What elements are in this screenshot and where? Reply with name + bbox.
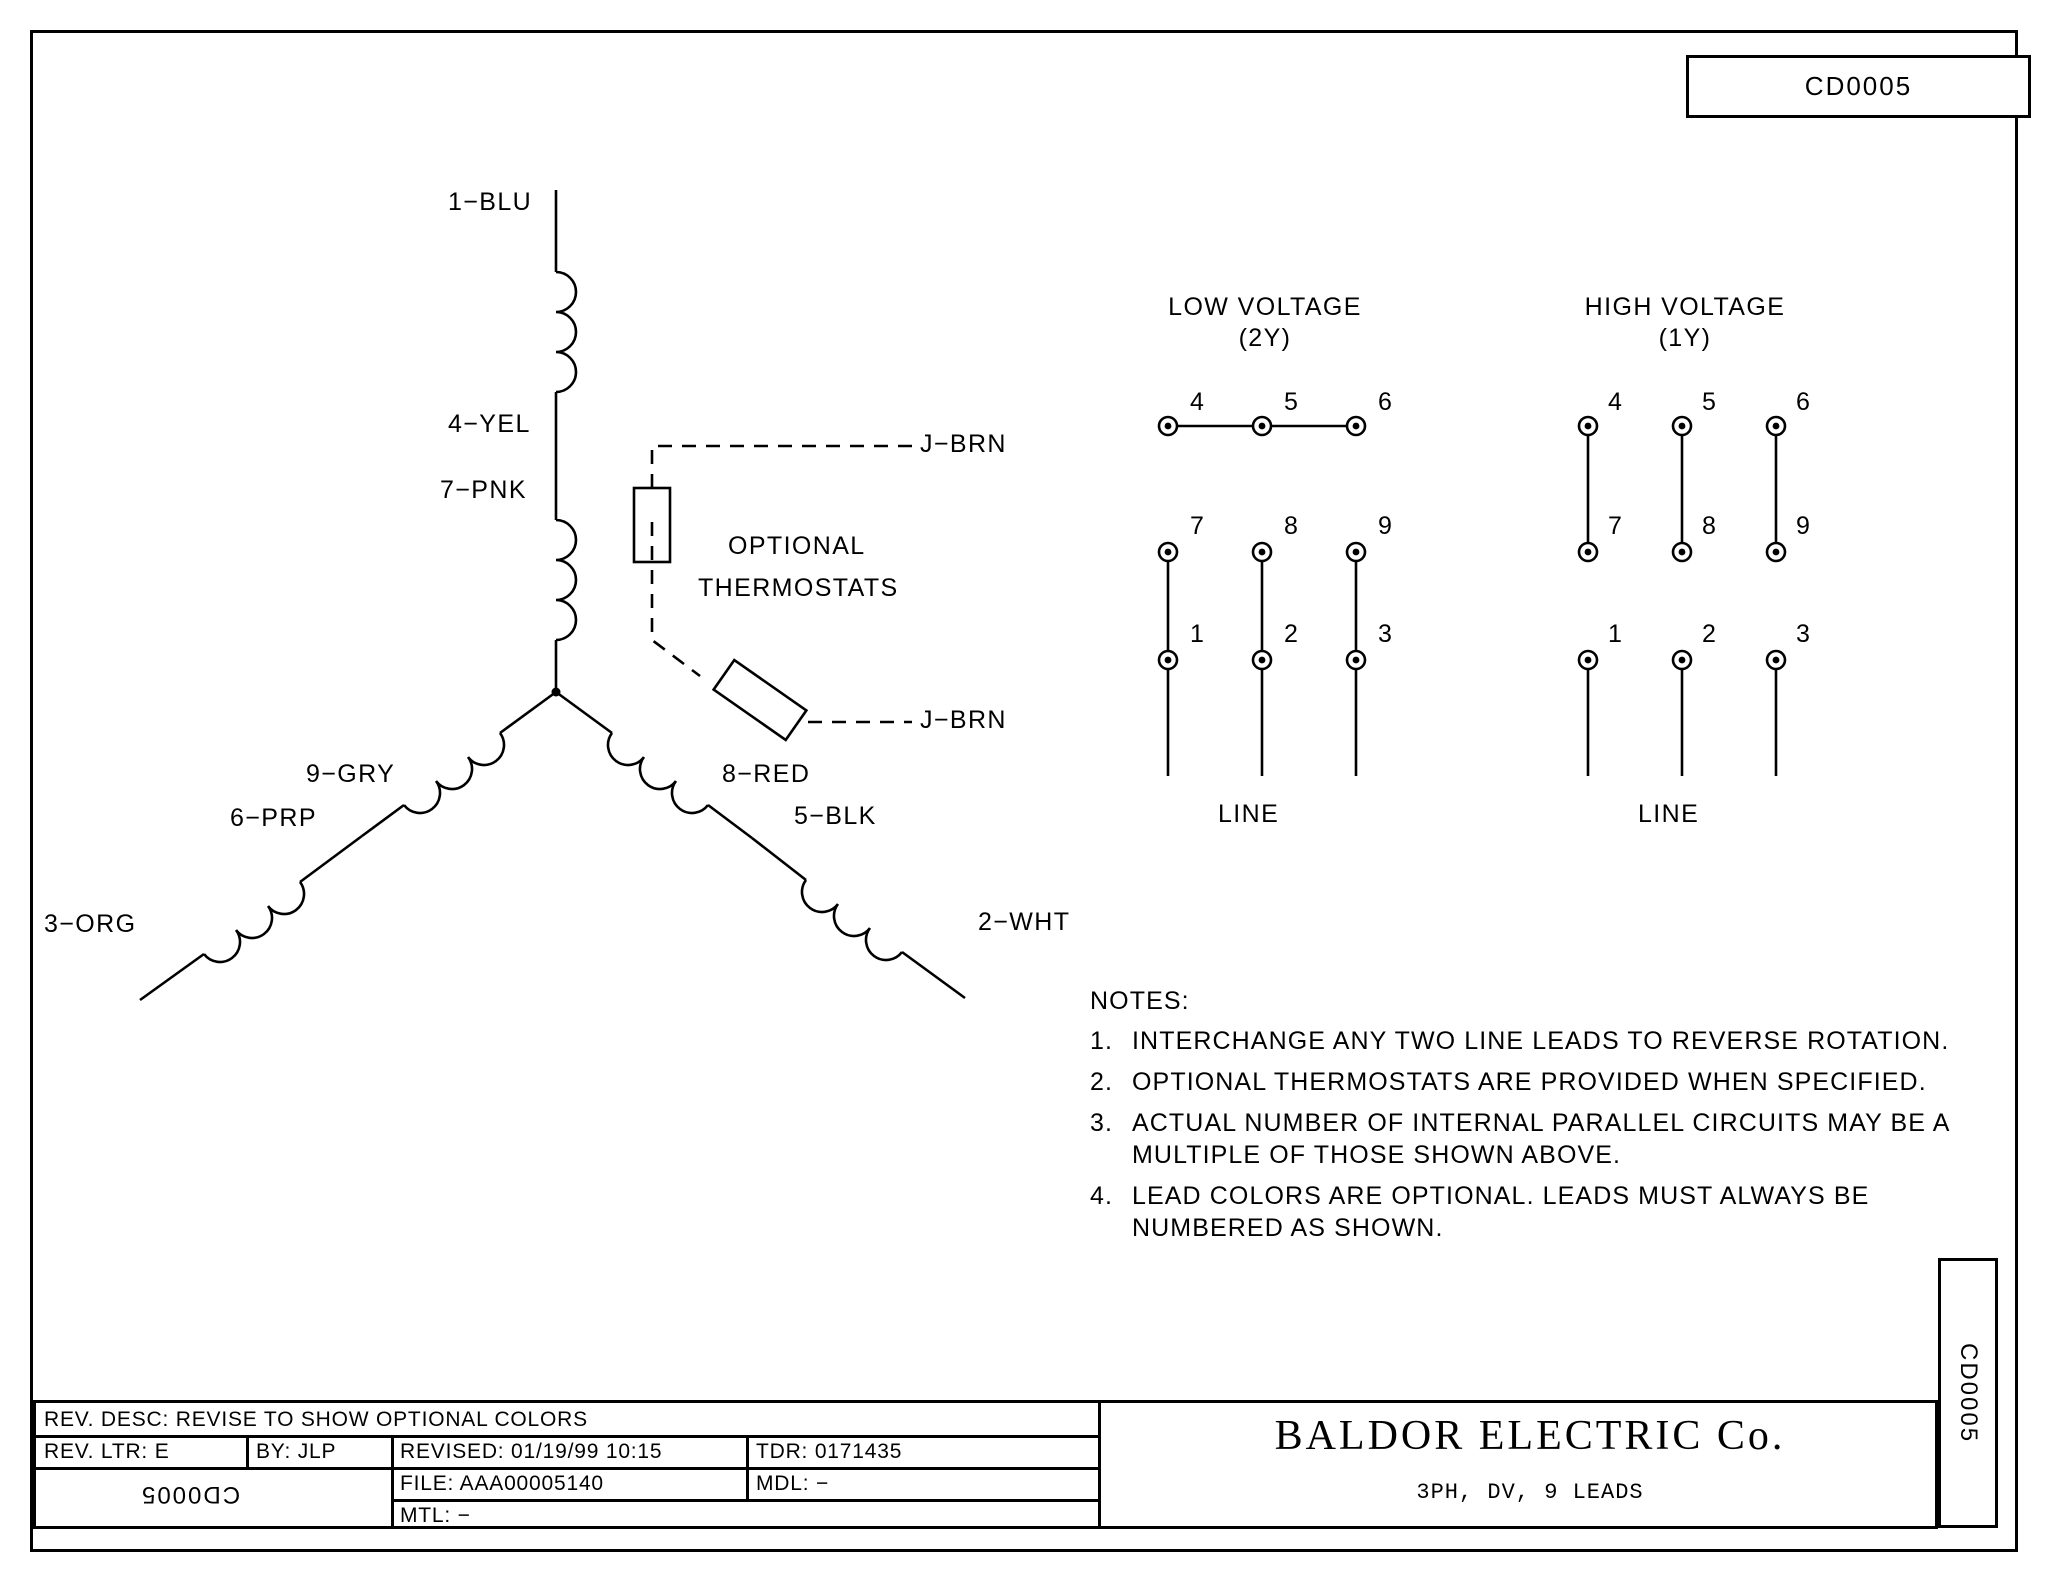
note-text-2: OPTIONAL THERMOSTATS ARE PROVIDED WHEN SPECIFIED.	[1132, 1068, 1927, 1096]
tb-by: BY: JLP	[256, 1440, 337, 1463]
high-voltage-subtitle: (1Y)	[1658, 324, 1712, 353]
high-terminal-number-4: 4	[1608, 388, 1622, 416]
tb-file: FILE: AAA00005140	[400, 1472, 604, 1495]
low-voltage-subtitle: (2Y)	[1238, 324, 1292, 353]
notes-block	[1090, 985, 1950, 1253]
tb-mtl: MTL: −	[400, 1504, 471, 1527]
lead-label-1-blu: 1−BLU	[448, 188, 533, 216]
lead-label-9-gry: 9−GRY	[306, 760, 396, 788]
note-item-3	[1090, 1107, 1950, 1171]
note-number-1: 1.	[1090, 1027, 1114, 1055]
high-terminal-number-9: 9	[1796, 512, 1810, 540]
tb-drawing-code-flipped: CD0005	[140, 1481, 241, 1508]
low-terminal-number-9: 9	[1378, 512, 1392, 540]
high-voltage-title: HIGH VOLTAGE	[1584, 293, 1786, 321]
tb-divider-h2	[36, 1467, 1098, 1470]
note-text-4: LEAD COLORS ARE OPTIONAL. LEADS MUST ALWAYS BE NUMBERED AS SHOWN.	[1132, 1182, 1870, 1242]
note-number-3: 3.	[1090, 1109, 1114, 1137]
lead-label-5-blk: 5−BLK	[794, 802, 877, 830]
low-terminal-number-2: 2	[1284, 620, 1298, 648]
lead-label-8-red: 8−RED	[722, 760, 811, 788]
tb-divider-v1	[246, 1435, 249, 1467]
high-terminal-number-7: 7	[1608, 512, 1622, 540]
tb-divider-v3	[746, 1435, 749, 1499]
high-terminal-number-2: 2	[1702, 620, 1716, 648]
high-voltage-line-label: LINE	[1638, 800, 1700, 828]
high-terminal-number-5: 5	[1702, 388, 1716, 416]
note-text-3: ACTUAL NUMBER OF INTERNAL PARALLEL CIRCUITS MAY BE A MULTIPLE OF THOSE SHOWN ABOVE.	[1132, 1109, 1950, 1169]
high-terminal-number-3: 3	[1796, 620, 1810, 648]
low-voltage-line-label: LINE	[1218, 800, 1280, 828]
lead-label-2-wht: 2−WHT	[978, 908, 1071, 936]
low-terminal-number-7: 7	[1190, 512, 1204, 540]
thermostat-lead-top-label: J−BRN	[920, 430, 1007, 458]
note-text-1: INTERCHANGE ANY TWO LINE LEADS TO REVERSE ROTATION.	[1132, 1027, 1950, 1055]
tb-divider-v-main	[1098, 1403, 1101, 1529]
low-terminal-number-1: 1	[1190, 620, 1204, 648]
lead-label-4-yel: 4−YEL	[448, 410, 531, 438]
low-terminal-number-6: 6	[1378, 388, 1392, 416]
high-terminal-number-1: 1	[1608, 620, 1622, 648]
company-name: BALDOR ELECTRIC Co.	[1274, 1413, 1786, 1459]
drawing-code-top: CD0005	[1804, 71, 1913, 101]
drawing-frame	[30, 30, 2018, 1552]
note-number-4: 4.	[1090, 1182, 1114, 1210]
note-number-2: 2.	[1090, 1068, 1114, 1096]
low-terminal-number-4: 4	[1190, 388, 1204, 416]
drawing-code-side-box	[1938, 1258, 1998, 1528]
lead-label-7-pnk: 7−PNK	[440, 476, 527, 504]
high-terminal-number-8: 8	[1702, 512, 1716, 540]
tb-rev-desc: REV. DESC: REVISE TO SHOW OPTIONAL COLORS	[44, 1408, 588, 1431]
tb-mdl: MDL: −	[756, 1472, 830, 1495]
notes-heading: NOTES:	[1090, 987, 1190, 1015]
lead-label-3-org: 3−ORG	[44, 910, 137, 938]
low-terminal-number-5: 5	[1284, 388, 1298, 416]
high-terminal-number-6: 6	[1796, 388, 1810, 416]
tb-rev-ltr: REV. LTR: E	[44, 1440, 170, 1463]
drawing-code-top-box	[1686, 55, 2031, 118]
low-voltage-title: LOW VOLTAGE	[1168, 293, 1362, 321]
note-item-4	[1090, 1180, 1950, 1244]
tb-revised: REVISED: 01/19/99 10:15	[400, 1440, 663, 1463]
note-item-2	[1090, 1066, 1950, 1098]
tb-divider-v2	[391, 1435, 394, 1529]
drawing-code-side: CD0005	[1955, 1342, 1982, 1444]
drawing-subtitle: 3PH, DV, 9 LEADS	[1416, 1480, 1644, 1505]
lead-label-6-prp: 6−PRP	[230, 804, 317, 832]
low-terminal-number-8: 8	[1284, 512, 1298, 540]
thermostat-lead-bottom-label: J−BRN	[920, 706, 1007, 734]
thermostat-title-line1: OPTIONAL	[728, 532, 866, 560]
tb-tdr: TDR: 0171435	[756, 1440, 903, 1463]
note-item-1	[1090, 1025, 1950, 1057]
low-terminal-number-3: 3	[1378, 620, 1392, 648]
thermostat-title-line2: THERMOSTATS	[698, 574, 899, 602]
tb-divider-h3	[391, 1499, 1098, 1502]
tb-divider-h1	[36, 1435, 1098, 1438]
